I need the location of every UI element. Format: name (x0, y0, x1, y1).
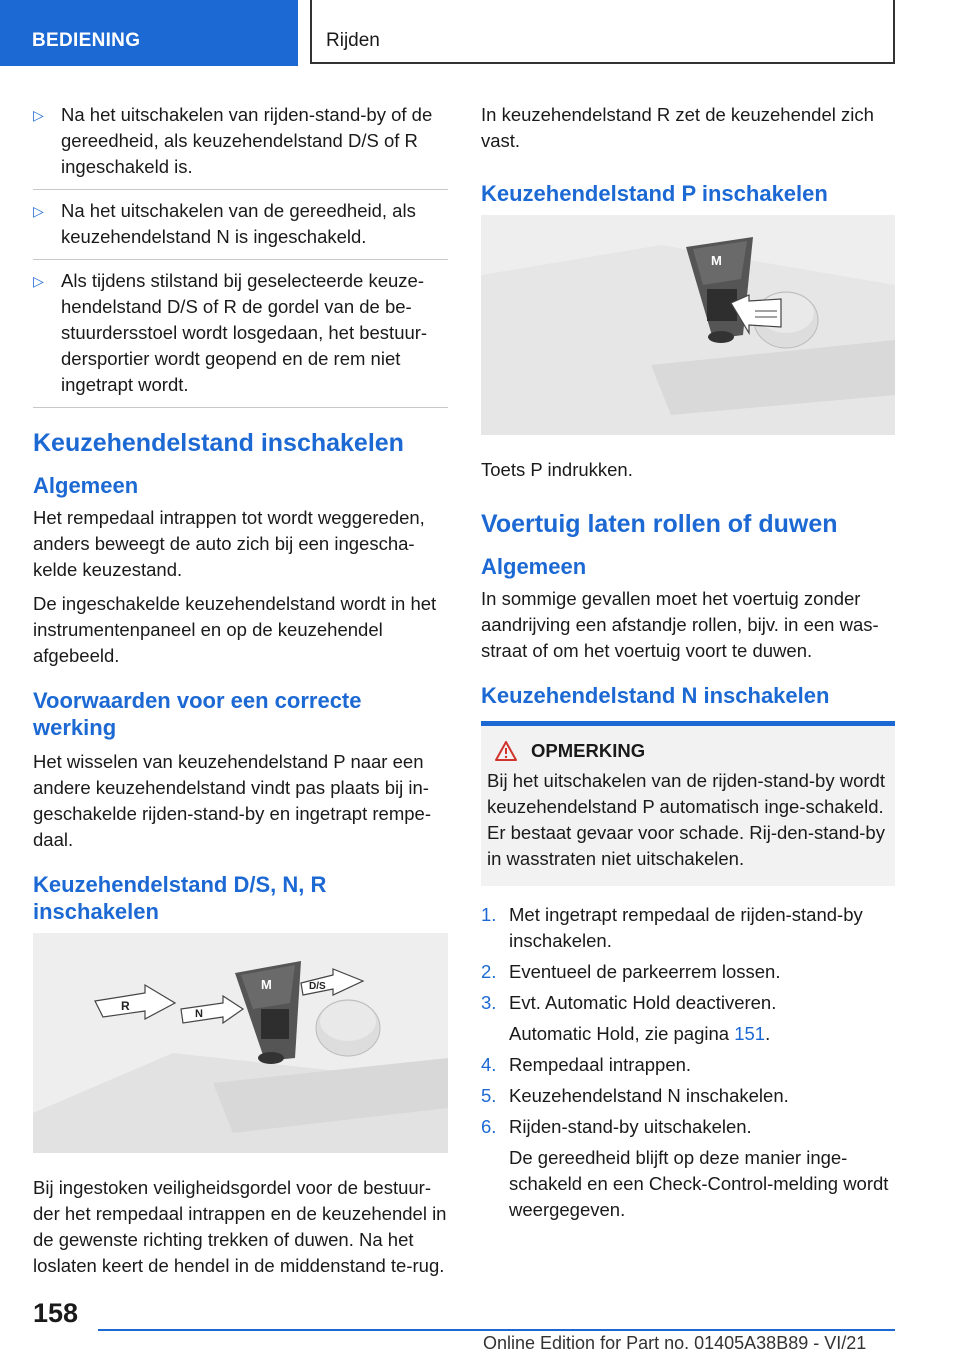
gear-selector-illustration (33, 933, 448, 1153)
m-logo: M (711, 253, 722, 268)
paragraph: Het wisselen van keuzehendelstand P naar een andere keuzehendelstand vindt pas plaats bij in-geschakelde rijden-stand-by en ingetrapt rempe-daal. (33, 751, 431, 850)
list-item: 2. Eventueel de parkeerrem lossen. (481, 961, 781, 982)
heading-p-engage: Keuzehendelstand P inschakelen (481, 181, 828, 206)
footer-edition: Online Edition for Part no. 01405A38B89 - VI/21 (483, 1333, 867, 1353)
condition-list (33, 102, 448, 408)
step-subtext: Automatic Hold, zie pagina 151. (509, 1023, 771, 1044)
m-logo: M (261, 977, 272, 992)
p-button-figure (481, 215, 895, 435)
step-list (481, 902, 895, 1223)
notice-text: Bij het uitschakelen van de rijden-stand-by wordt keuzehendelstand P automatisch inge-schakeld. Er bestaat gevaar voor schade. Rij-den-stand-by in wasstraten niet uitschakelen. (487, 770, 885, 869)
list-item: ▷ Na het uitschakelen van rijden-stand-by of de gereedheid, als keuzehendelstand D/S of R ingeschakeld is. (33, 102, 448, 190)
heading-conditions: Voorwaarden voor een correcte werking (33, 688, 362, 740)
gear-selector-figure (33, 933, 448, 1153)
heading-general: Algemeen (481, 554, 587, 579)
heading-general: Algemeen (33, 473, 139, 498)
header-chapter-title: Rijden (310, 0, 895, 64)
triangle-bullet-icon: ▷ (33, 273, 44, 289)
heading-n-engage: Keuzehendelstand N inschakelen (481, 683, 830, 708)
list-item: 1. Met ingetrapt rempedaal de rijden-stand-by inschakelen. (481, 904, 863, 951)
triangle-bullet-icon: ▷ (33, 203, 44, 219)
list-item: 6. Rijden-stand-by uitschakelen. De gereedheid blijft op deze manier inge-schakeld en een Check-Control-melding wordt weergegeven. (481, 1114, 895, 1223)
triangle-bullet-icon: ▷ (33, 107, 44, 123)
paragraph: Toets P indrukken. (481, 459, 633, 480)
paragraph: De ingeschakelde keuzehendelstand wordt in het instrumentenpaneel en op de keuzehendel afgebeeld. (33, 593, 437, 666)
list-item: ▷ Als tijdens stilstand bij geselecteerde keuze-hendelstand D/S of R de gordel van de be-stuurdersstoel wordt losgedaan, het bestuur-dersportier wordt geopend en de rem niet ingetrapt wordt. (33, 268, 448, 408)
notice-box (481, 721, 895, 886)
right-column (481, 102, 895, 1228)
paragraph: In keuzehendelstand R zet de keuzehendel zich vast. (481, 104, 874, 151)
label-ds: D/S (309, 981, 326, 992)
paragraph: In sommige gevallen moet het voertuig zonder aandrijving een afstandje rollen, bijv. in een was-straat of om het voertuig voort te duwen. (481, 588, 879, 661)
paragraph: Het rempedaal intrappen tot wordt weggereden, anders beweegt de auto zich bij een ingescha-kelde keuzestand. (33, 507, 425, 580)
heading-gear-engage: Keuzehendelstand inschakelen (33, 429, 404, 457)
left-column (33, 102, 448, 1287)
heading-roll-push: Voertuig laten rollen of duwen (481, 510, 838, 538)
header-section-tab: BEDIENING (0, 0, 298, 66)
paragraph: Bij ingestoken veiligheidsgordel voor de bestuur-der het rempedaal intrappen en de keuzehendel in de gewenste richting trekken of duwen. Na het loslaten keert de hendel in de middenstand te-rug. (33, 1177, 447, 1276)
page-number: 158 (33, 1298, 79, 1328)
heading-dsnr: Keuzehendelstand D/S, N, R inschakelen (33, 872, 327, 924)
label-n: N (195, 1008, 203, 1020)
warning-triangle-icon (495, 741, 517, 761)
list-item: 5. Keuzehendelstand N inschakelen. (481, 1085, 789, 1106)
footer-divider (98, 1329, 895, 1331)
list-item: 3. Evt. Automatic Hold deactiveren. Automatic Hold, zie pagina 151. (481, 990, 895, 1047)
label-r: R (121, 999, 130, 1013)
p-button-illustration (481, 215, 895, 435)
step-subtext: De gereedheid blijft op deze manier inge-schakeld en een Check-Control-melding wordt weergegeven. (509, 1147, 889, 1220)
page-reference-link[interactable]: 151 (734, 1023, 766, 1044)
notice-title: OPMERKING (487, 740, 887, 762)
list-item: 4. Rempedaal intrappen. (481, 1054, 692, 1075)
list-item: ▷ Na het uitschakelen van de gereedheid, als keuzehendelstand N is ingeschakeld. (33, 198, 448, 260)
